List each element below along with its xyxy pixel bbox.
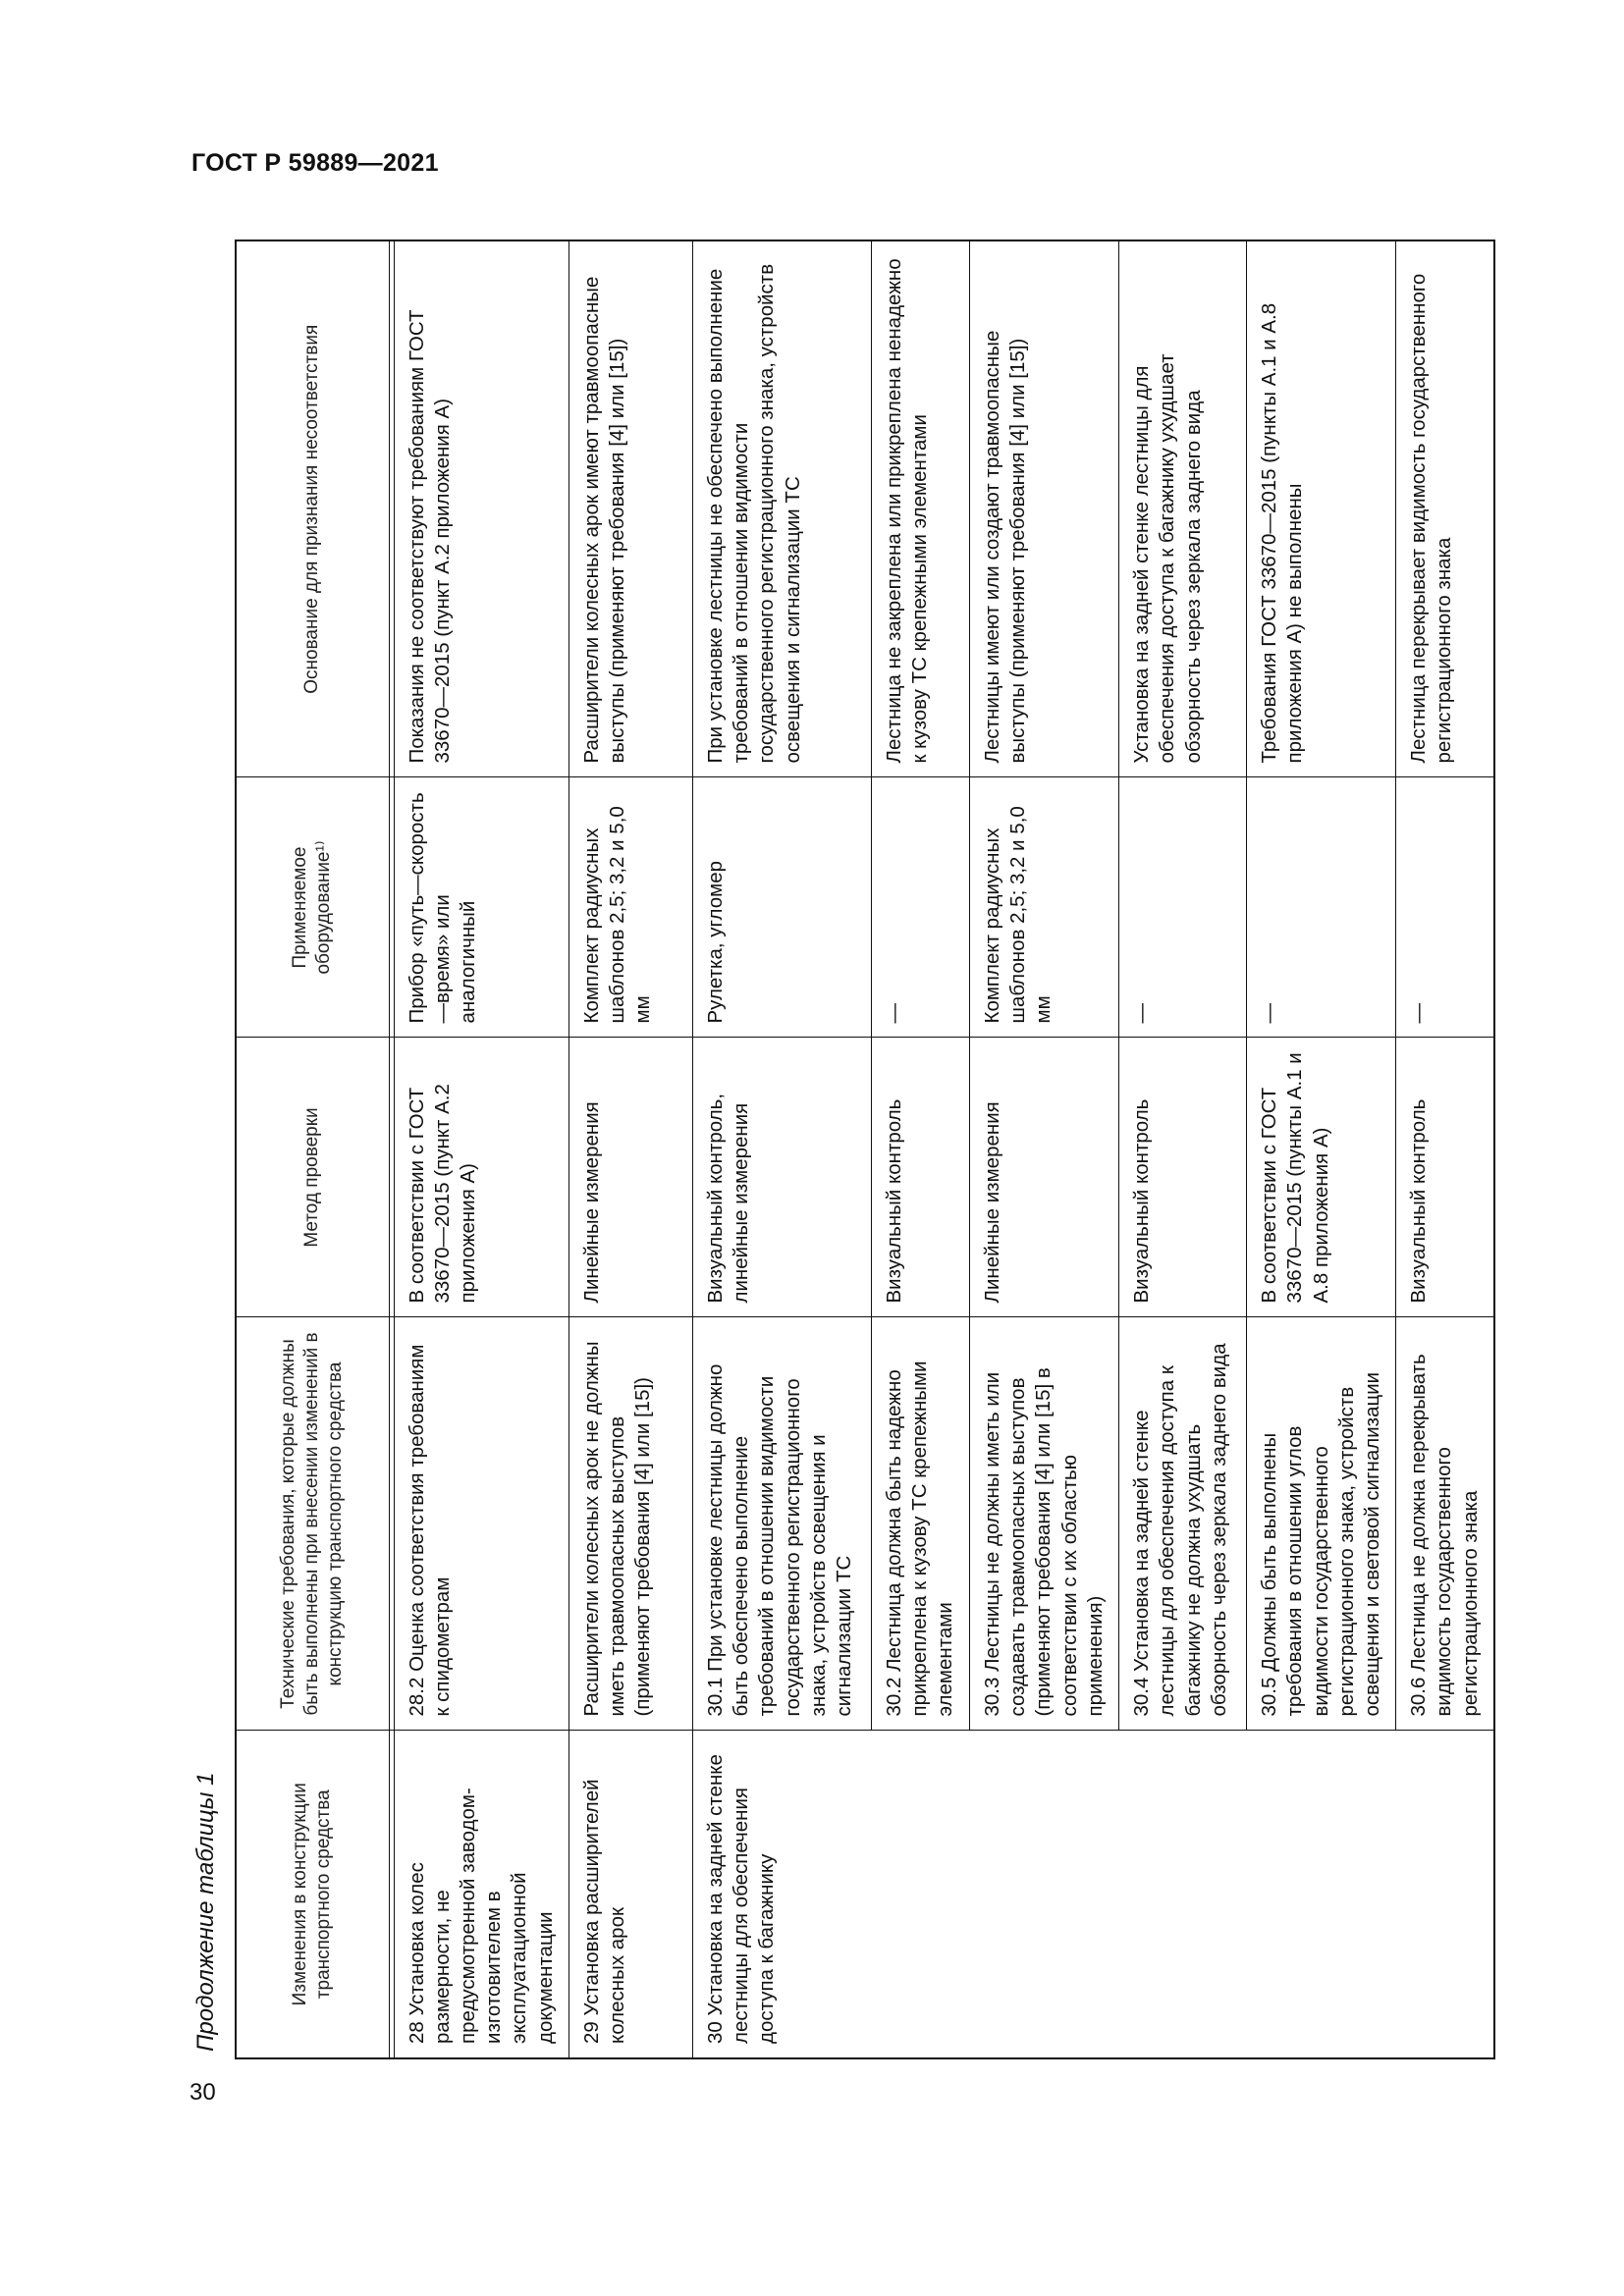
cell-equipment: Рулетка, угломер [692,777,871,1038]
page-number: 30 [189,2079,216,2106]
cell-basis: Требования ГОСТ 33670—2015 (пункты А.1 и А.8 приложения А) не выполнены [1247,240,1396,777]
requirements-table [235,240,1495,2059]
cell-method: Визуальный контроль [1119,1038,1247,1317]
table-header-row [236,240,389,2058]
cell-method: Линейные измерения [568,1038,692,1317]
cell-change: 28 Установка колес размерности, не предусмотренной заводом-изготовителем в эксплуатационной документации [394,1731,568,2058]
cell-equipment: — [1396,777,1494,1038]
cell-change: 29 Установка расширителей колесных арок [568,1731,692,2058]
cell-requirement: 28.2 Оценка соответствия требованиям к спидометрам [394,1317,568,1731]
table-caption: Продолжение таблицы 1 [192,1772,219,2052]
cell-basis: Расширители колесных арок имеют травмоопасные выступы (применяют требования [4] или [15]) [568,240,692,777]
cell-method: Линейные измерения [969,1038,1118,1317]
table-row [394,240,568,2058]
cell-basis: Показания не соответствуют требованиям ГОСТ 33670—2015 (пункт А.2 приложения А) [394,240,568,777]
cell-requirement: Расширители колесных арок не должны иметь травмоопасных выступов (применяют требования [4] или [15]) [568,1317,692,1731]
cell-basis: Установка на задней стенке лестницы для обеспечения доступа к багажнику ухудшает обзорность через зеркала заднего вида [1119,240,1247,777]
cell-equipment: Комплект радиусных шаблонов 2,5; 3,2 и 5,0 мм [969,777,1118,1038]
cell-method: Визуальный контроль [871,1038,969,1317]
cell-requirement: 30.6 Лестница не должна перекрывать видимость государственного регистрационного знака [1396,1317,1494,1731]
cell-equipment: — [1247,777,1396,1038]
cell-equipment: Прибор «путь—скорость—время» или аналогичный [394,777,568,1038]
cell-basis: Лестница перекрывает видимость государственного регистрационного знака [1396,240,1494,777]
column-header-equipment: Применяемое оборудование¹⁾ [236,777,389,1038]
column-header-requirement: Технические требования, которые должны быть выполнены при внесении изменений в конструкцию транспортного средства [236,1317,389,1731]
cell-requirement: 30.1 При установке лестницы должно быть обеспечено выполнение требований в отношении видимости государственного регистрационного знака, устройств освещения и сигнализации ТС [692,1317,871,1731]
cell-method: В соответствии с ГОСТ 33670—2015 (пункты А.1 и А.8 приложения А) [1247,1038,1396,1317]
cell-change: 30 Установка на задней стенке лестницы для обеспечения доступа к багажнику [692,1731,1494,2058]
cell-requirement: 30.4 Установка на задней стенке лестницы для обеспечения доступа к багажнику не должна ухудшать обзорность через зеркала заднего вида [1119,1317,1247,1731]
cell-basis: Лестница не закреплена или прикреплена ненадежно к кузову ТС крепежными элементами [871,240,969,777]
column-header-basis: Основание для признания несоответствия [236,240,389,777]
cell-requirement: 30.3 Лестницы не должны иметь или создавать травмоопасных выступов (применяют требования [4] или [15] в соответствии с их областью применения) [969,1317,1118,1731]
cell-equipment: Комплект радиусных шаблонов 2,5; 3,2 и 5,0 мм [568,777,692,1038]
rotated-table-container [235,241,1482,2059]
cell-basis: При установке лестницы не обеспечено выполнение требований в отношении видимости государственного регистрационного знака, устройств освещения и сигнализации ТС [692,240,871,777]
table-row [692,240,871,2058]
cell-equipment: — [1119,777,1247,1038]
cell-requirement: 30.5 Должны быть выполнены требования в отношении углов видимости государственного регистрационного знака, устройств освещения и световой сигнализации [1247,1317,1396,1731]
column-header-method: Метод проверки [236,1038,389,1317]
cell-method: В соответствии с ГОСТ 33670—2015 (пункт А.2 приложения А) [394,1038,568,1317]
cell-method: Визуальный контроль [1396,1038,1494,1317]
cell-basis: Лестницы имеют или создают травмоопасные выступы (применяют требования [4] или [15]) [969,240,1118,777]
column-header-change: Изменения в конструкции транспортного средства [236,1731,389,2058]
table-row [568,240,692,2058]
cell-method: Визуальный контроль, линейные измерения [692,1038,871,1317]
cell-requirement: 30.2 Лестница должна быть надежно прикреплена к кузову ТС крепежными элементами [871,1317,969,1731]
cell-equipment: — [871,777,969,1038]
document-header: ГОСТ Р 59889—2021 [191,149,439,177]
